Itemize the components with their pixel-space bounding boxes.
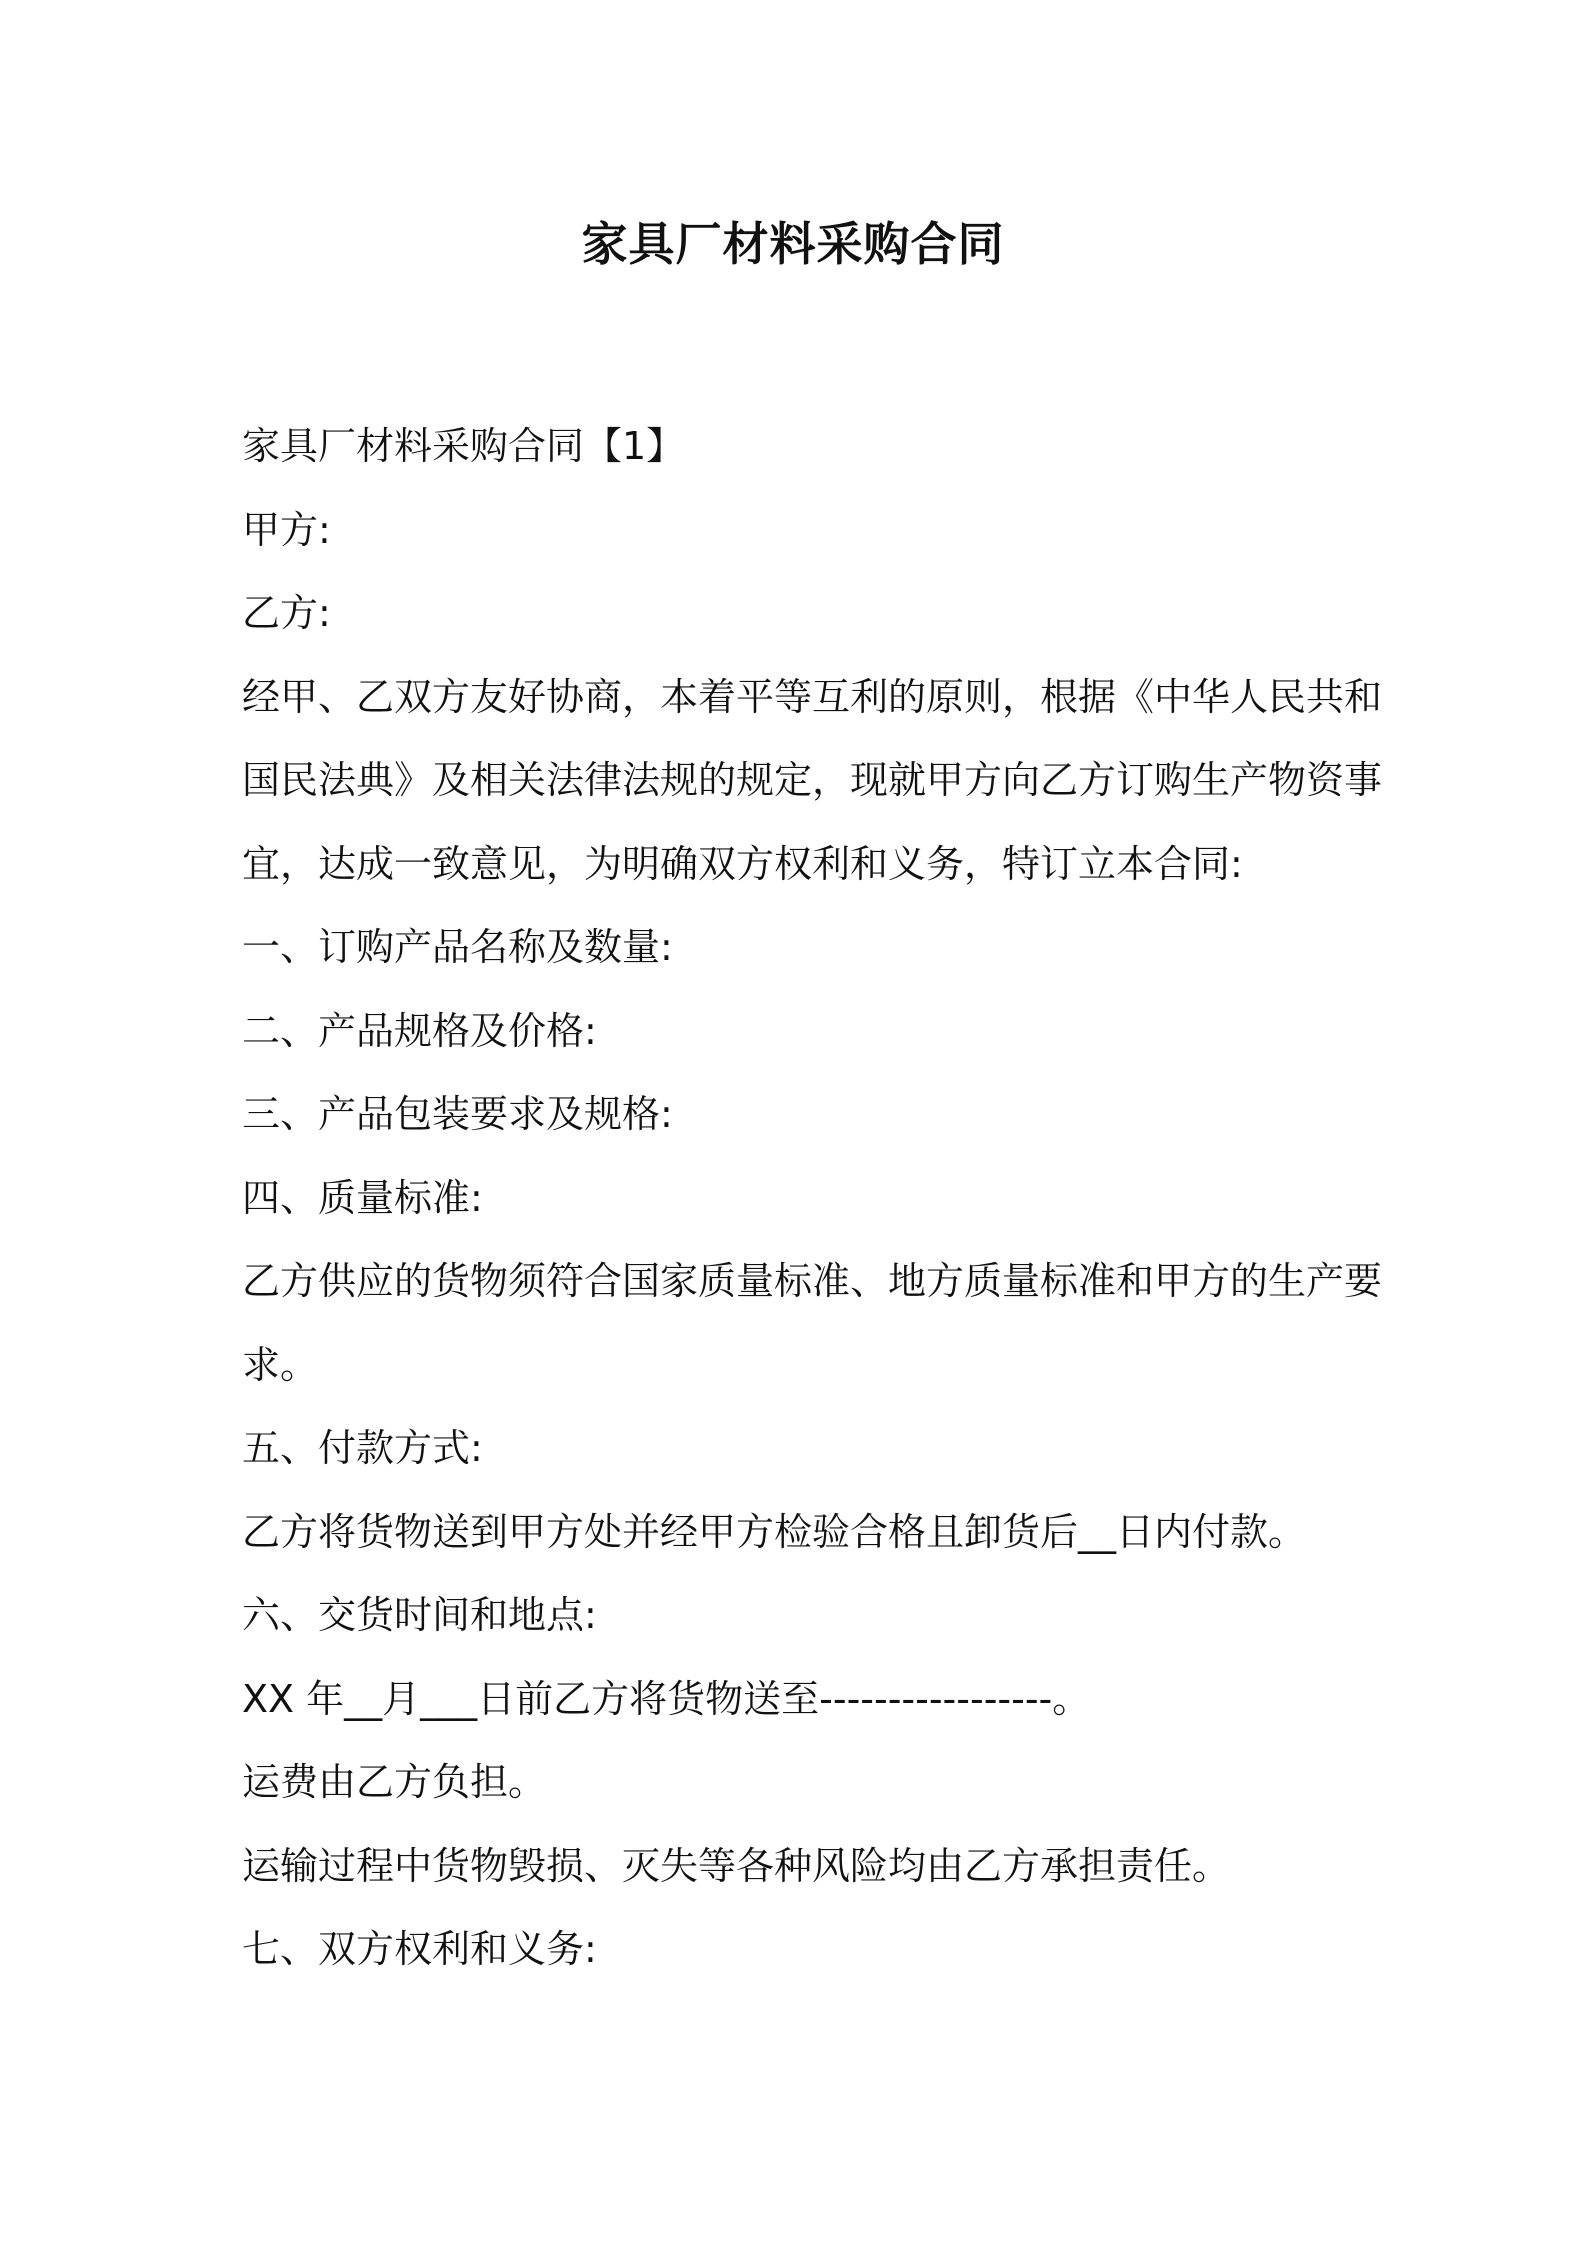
clause-heading-4: 四、质量标准: (242, 1175, 483, 1220)
clause-body-line: 乙方将货物送到甲方处并经甲方检验合格且卸货后__日内付款。 (242, 1509, 1307, 1554)
clause-heading-5: 五、付款方式: (242, 1426, 483, 1470)
document-body (242, 405, 1383, 1992)
clause-heading-2: 二、产品规格及价格: (242, 1008, 597, 1053)
preamble-line: 国民法典》及相关法律法规的规定，现就甲方向乙方订购生产物资事 (242, 758, 1383, 802)
clause-body-line: XX 年__月___日前乙方将货物送至-----------------。 (242, 1676, 1091, 1721)
party-a-label: 甲方: (242, 507, 331, 552)
section-heading-contract-1: 家具厂材料采购合同【1】 (242, 424, 685, 468)
clause-body-line: 运输过程中货物毁损、灭失等各种风险均由乙方承担责任。 (242, 1843, 1231, 1888)
clause-body-line: 乙方供应的货物须符合国家质量标准、地方质量标准和甲方的生产要 (242, 1259, 1383, 1303)
clause-body-line: 求。 (242, 1342, 319, 1387)
clause-body-line: 运费由乙方负担。 (242, 1760, 547, 1804)
document-title: 家具厂材料采购合同 (581, 217, 1005, 271)
clause-heading-1: 一、订购产品名称及数量: (242, 925, 673, 969)
preamble-line: 宜，达成一致意见，为明确双方权利和义务，特订立本合同: (242, 841, 1243, 886)
clause-heading-3: 三、产品包装要求及规格: (242, 1092, 673, 1136)
clause-heading-6: 六、交货时间和地点: (242, 1593, 597, 1637)
clause-heading-7: 七、双方权利和义务: (242, 1927, 597, 1971)
party-b-label: 乙方: (242, 591, 331, 635)
preamble-line: 经甲、乙双方友好协商，本着平等互利的原则，根据《中华人民共和 (242, 674, 1383, 719)
